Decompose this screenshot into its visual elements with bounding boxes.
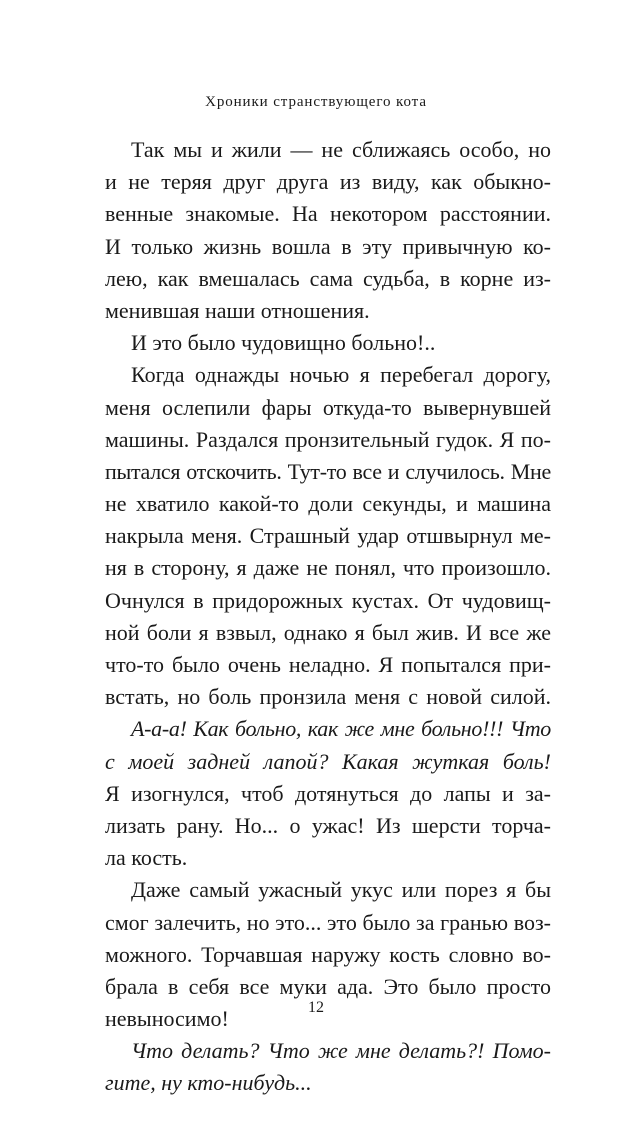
text-line: Даже самый ужасный укус или порез я бы xyxy=(131,877,551,903)
text-line: и не теряя друг друга из виду, как обыкно- xyxy=(105,169,551,195)
text-line: ла кость. xyxy=(105,845,188,871)
page-number: 12 xyxy=(308,999,324,1016)
text-line: что-то было очень неладно. Я попытался при- xyxy=(105,652,551,677)
text-line: лею, как вмешалась сама судьба, в корне из- xyxy=(105,265,551,291)
text-line: Так мы и жили — не сближаясь особо, но xyxy=(131,137,551,162)
text-line: ня в сторону, я даже не понял, что произошло. xyxy=(105,555,551,581)
text-line: смог залечить, но это... это было за гранью воз- xyxy=(105,909,551,935)
text-line: невыносимо! xyxy=(105,1006,229,1032)
text-line: И только жизнь вошла в эту привычную ко- xyxy=(105,233,551,259)
text-line: машины. Раздался пронзительный гудок. Я по- xyxy=(105,426,551,452)
text-line: с моей задней лапой? Какая жуткая боль! xyxy=(105,748,551,774)
text-line: менившая наши отношения. xyxy=(105,297,370,323)
text-line: не хватило какой-то доли секунды, и машина xyxy=(105,491,551,517)
text-line: пытался отскочить. Тут-то все и случилось. Мне xyxy=(105,458,551,484)
text-line: встать, но боль пронзила меня с новой силой. xyxy=(105,684,551,710)
text-line: Что делать? Что же мне делать?! Помо- xyxy=(131,1038,551,1064)
text-line: венные знакомые. На некотором расстоянии. xyxy=(105,201,551,227)
body-text xyxy=(105,134,551,1100)
text-line: накрыла меня. Страшный удар отшвырнул ме- xyxy=(105,523,551,549)
text-line: можного. Торчавшая наружу кость словно во- xyxy=(105,941,551,967)
text-line: Я изогнулся, чтоб дотянуться до лапы и за- xyxy=(105,780,551,806)
text-line: А-а-а! Как больно, как же мне больно!!! Что xyxy=(131,716,551,742)
text-line: брала в себя все муки ада. Это было просто xyxy=(105,973,551,999)
text-line: меня ослепили фары откуда-то вывернувшей xyxy=(105,394,551,420)
text-line: ной боли я взвыл, однако я был жив. И все же xyxy=(105,619,551,645)
text-line: гите, ну кто-нибудь... xyxy=(105,1070,312,1096)
running-head: Хроники странствующего кота xyxy=(205,94,427,110)
text-line: Очнулся в придорожных кустах. От чудовищ- xyxy=(105,587,551,613)
text-line: Когда однажды ночью я перебегал дорогу, xyxy=(131,362,551,388)
text-line: И это было чудовищно больно!.. xyxy=(131,330,436,356)
text-line: лизать рану. Но... о ужас! Из шерсти торча- xyxy=(105,812,551,838)
